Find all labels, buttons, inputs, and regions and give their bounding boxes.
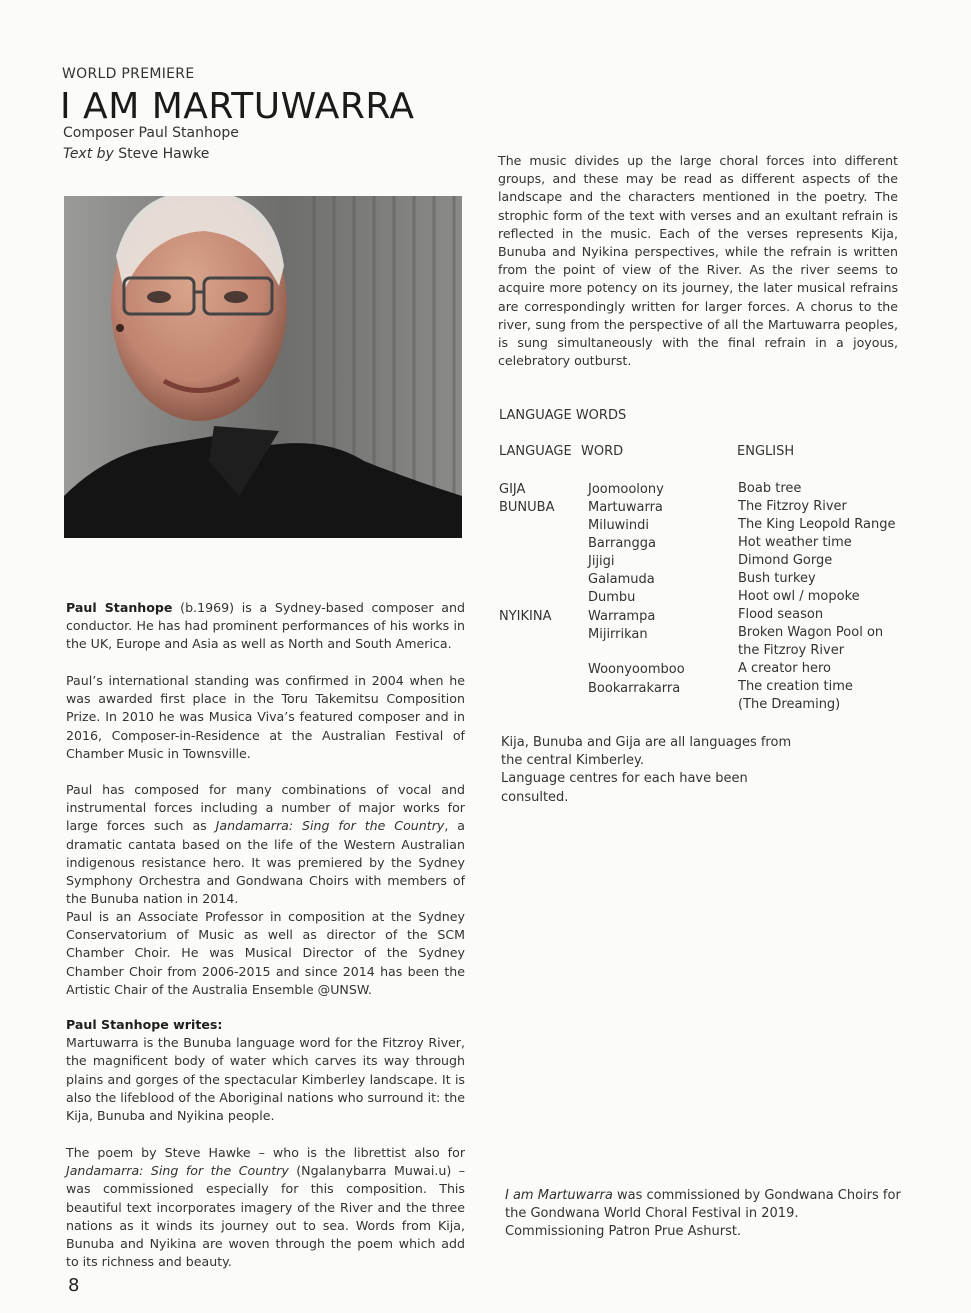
composer-credit xyxy=(63,125,239,141)
patron-text: Commissioning Patron Prue Ashurst. xyxy=(505,1224,742,1240)
table-cell-word: Joomoolony xyxy=(588,482,664,497)
table-cell-word: Mijirrikan xyxy=(588,627,648,642)
music-text: The music divides up the large choral forces into different groups, and these may be read as different aspects of the landscape and the characters mentioned in the poetry. The strophic form of the text with verses and an exultant refrain is reflected in the music. Each of the verses represents Kija, Bunuba and Nyikina perspectives, while the refrain is written from the point of view of the River. As the river seems to acquire more potency on its journey, the later musical refrains are correspondingly written for larger forces. A chorus to the river, sung from the perspective of all the Martuwarra peoples, is sung simultaneously with the final refrain in a joyous, celebratory outburst. xyxy=(498,153,898,369)
table-cell-language: GIJA xyxy=(499,482,526,497)
writes-text: The poem by Steve Hawke – who is the librettist also for xyxy=(66,1145,465,1160)
table-header-english: ENGLISH xyxy=(737,444,795,459)
table-cell-english: Flood season xyxy=(738,607,824,622)
table-cell-word: Bookarrakarra xyxy=(588,681,681,696)
text-label: Text by xyxy=(63,146,114,162)
table-cell-word: Warrampa xyxy=(588,609,656,624)
language-note-2: Language centres for each have been consulted. xyxy=(501,771,748,805)
bio-text: , a dramatic cantata based on the life of the Western Australian indigenous resistance hero. It was premiered by the Sydney Symphony Orchestra and Gondwana Choirs with members of the Bunuba nation in 2014. xyxy=(66,818,465,907)
bio-paragraph-2 xyxy=(66,672,465,763)
commission-text: was commissioned by Gondwana Choirs for the Gondwana World Choral Festival in 2019. xyxy=(505,1188,901,1222)
language-note-1: Kija, Bunuba and Gija are all languages from the central Kimberley. xyxy=(501,735,792,769)
table-cell-english: Hoot owl / mopoke xyxy=(738,589,860,604)
composer-writes-section xyxy=(66,1016,465,1125)
table-cell-word: Jijigi xyxy=(588,554,615,569)
writes-text: (Ngalanybarra Muwai.u) – was commissioned especially for this composition. This beautiful text incorporates imagery of the River and the three nations as it winds its journey out to sea. Words from Kija, Bunuba and Nyikina are woven through the poem which add to its richness and beauty. xyxy=(66,1163,465,1270)
work-title: I am Martuwarra xyxy=(505,1188,613,1203)
table-cell-word: Woonyoomboo xyxy=(588,662,685,677)
language-note xyxy=(501,734,811,807)
commission-note xyxy=(505,1187,907,1242)
bio-name: Paul Stanhope xyxy=(66,600,173,615)
table-cell-english: The King Leopold Range xyxy=(738,517,896,532)
bio-paragraph-1 xyxy=(66,599,465,654)
bio-text: Paul has composed for many combinations of vocal and instrumental forces including a number of major works for large forces such as xyxy=(66,782,465,834)
table-cell-english: Boab tree xyxy=(738,481,802,496)
bio-paragraph-4 xyxy=(66,908,465,999)
table-cell-english: A creator hero xyxy=(738,661,831,676)
writes-heading: Paul Stanhope writes: xyxy=(66,1017,223,1032)
table-cell-english: the Fitzroy River xyxy=(738,643,845,658)
language-words-heading: LANGUAGE WORDS xyxy=(499,408,627,423)
table-cell-english: Dimond Gorge xyxy=(738,553,833,568)
composer-label: Composer xyxy=(63,125,135,141)
table-cell-word: Dumbu xyxy=(588,590,636,605)
table-cell-english: Hot weather time xyxy=(738,535,852,550)
work-title: Jandamarra: Sing for the Country xyxy=(215,818,445,834)
bio-text: (b.1969) is a Sydney-based composer and conductor. He has had prominent performances of his works in the UK, Europe and Asia as well as North and South America. xyxy=(66,600,465,652)
work-title: Jandamarra: Sing for the Country xyxy=(66,1163,289,1179)
page-title: I AM MARTUWARRA xyxy=(60,86,415,127)
section-kicker: WORLD PREMIERE xyxy=(62,66,195,82)
table-cell-english: (The Dreaming) xyxy=(738,697,841,712)
bio-text: Paul is an Associate Professor in composition at the Sydney Conservatorium of Music as well as director of the SCM Chamber Choir. He was Musical Director of the Sydney Chamber Choir from 2006-2015 and since 2014 has been the Artistic Chair of the Australia Ensemble @UNSW. xyxy=(66,909,465,997)
music-description xyxy=(498,152,898,370)
language-words-table xyxy=(499,443,919,723)
page-number: 8 xyxy=(68,1275,80,1296)
table-cell-english: Bush turkey xyxy=(738,571,816,586)
bio-paragraph-3 xyxy=(66,781,465,908)
composer-name: Paul Stanhope xyxy=(138,125,239,141)
composer-portrait xyxy=(64,196,462,538)
bio-text: Paul’s international standing was confirmed in 2004 when he was awarded first place in the Toru Takemitsu Composition Prize. In 2010 he was Musica Viva’s featured composer and in 2016, Composer-in-Residence at the Australian Festival of Chamber Music in Townsville. xyxy=(66,673,465,761)
writes-paragraph-2 xyxy=(66,1144,465,1271)
table-cell-word: Galamuda xyxy=(588,572,655,587)
table-cell-language: BUNUBA xyxy=(499,500,555,515)
table-header-word: WORD xyxy=(581,444,624,459)
writes-paragraph-1: Martuwarra is the Bunuba language word for the Fitzroy River, the magnificent body of water which carves its way through plains and gorges of the spectacular Kimberley landscape. It is also the lifeblood of the Aboriginal nations who surround it: the Kija, Bunuba and Nyikina people. xyxy=(66,1035,465,1124)
table-cell-word: Martuwarra xyxy=(588,500,663,515)
text-credit xyxy=(63,146,209,162)
table-cell-word: Barrangga xyxy=(588,536,657,551)
table-cell-language: NYIKINA xyxy=(499,609,552,624)
text-author: Steve Hawke xyxy=(118,146,210,162)
table-cell-english: The creation time xyxy=(738,679,853,694)
table-header-language: LANGUAGE xyxy=(499,444,572,459)
table-cell-english: The Fitzroy River xyxy=(738,499,847,514)
table-cell-word: Miluwindi xyxy=(588,518,650,533)
table-cell-english: Broken Wagon Pool on xyxy=(738,625,884,640)
